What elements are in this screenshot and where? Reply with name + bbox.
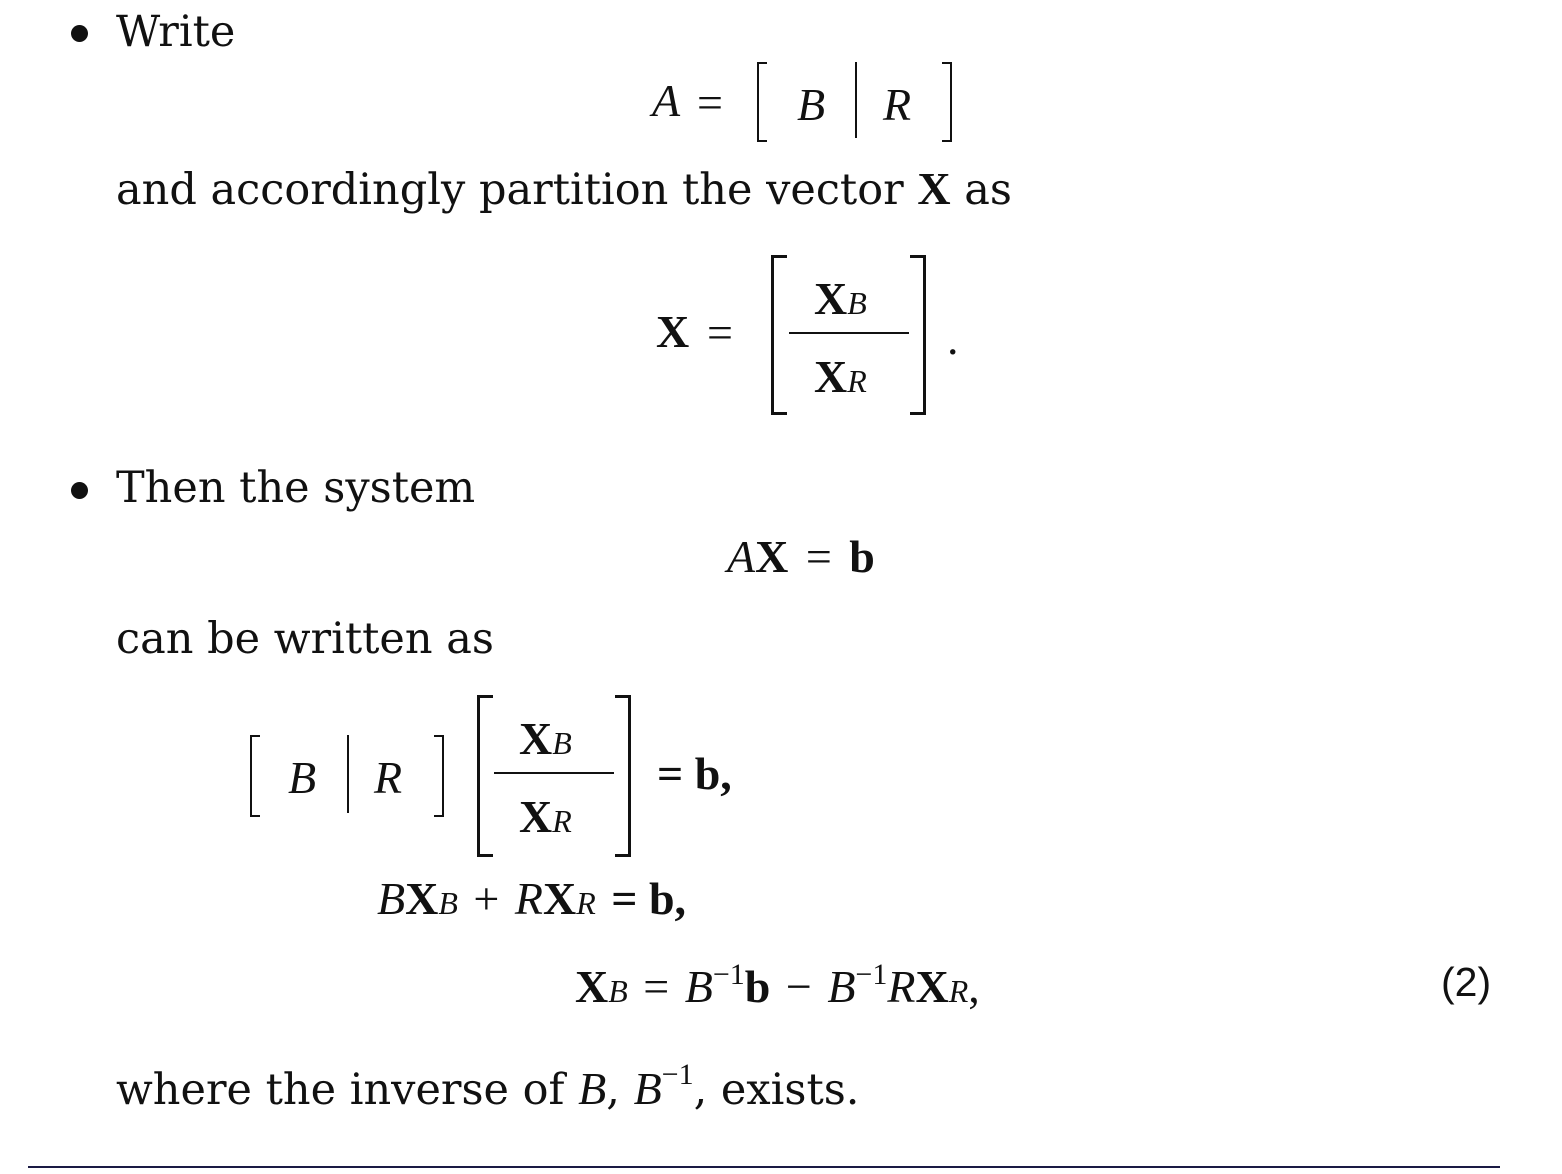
block-R: R (883, 79, 912, 130)
vec-top-X: XB (519, 713, 572, 764)
trailing-period: . (947, 313, 959, 364)
eq-lhs-X: X (656, 306, 690, 357)
eq-equals: = (697, 77, 723, 128)
left-bracket (250, 735, 260, 817)
closing-sentence: where the inverse of B, $B^{-1}$, exists. (116, 1058, 860, 1115)
partition-sentence-tail: as (964, 165, 1012, 215)
block-divider (347, 735, 349, 813)
right-bracket (942, 62, 952, 142)
left-bracket (477, 695, 493, 857)
left-bracket (771, 255, 787, 415)
bullet-lead-write: Write (116, 7, 236, 57)
vec-bottom-X: XR (814, 351, 867, 402)
partition-sentence-text: and accordingly partition the vector (116, 165, 904, 215)
fraction-rule (789, 332, 909, 334)
can-be-written-text: can be written as (116, 614, 494, 664)
vec-top-X: XB (814, 273, 867, 324)
rhs-equals-b: = b, (657, 748, 732, 799)
right-bracket (615, 695, 631, 857)
align-line-3: XB = $B^{-1}b - B^{-1}RXR$, (575, 958, 980, 1012)
left-bracket (757, 62, 767, 142)
bullet-marker (71, 25, 88, 42)
subscript-B: B (847, 285, 867, 321)
block-R: R (374, 752, 403, 803)
partition-sentence (116, 163, 1012, 215)
equation-number: (2) (1441, 959, 1492, 1005)
bullet-lead-system: Then the system (116, 463, 476, 513)
subscript-R: R (552, 803, 572, 839)
subscript-B: B (552, 725, 572, 761)
eq-equals: = (707, 307, 733, 358)
align-line-2: BXB + RXR = b, (377, 873, 687, 924)
block-divider (855, 62, 857, 138)
block-B: B (797, 79, 826, 130)
bullet-marker (71, 482, 88, 499)
block-B: B (288, 752, 317, 803)
equation-system: AX = b (727, 531, 875, 582)
footer-rule (28, 1166, 1500, 1168)
vec-bottom-X: XR (519, 791, 572, 842)
vector-symbol-X: X (917, 163, 951, 214)
fraction-rule (494, 772, 614, 774)
subscript-R: R (847, 363, 867, 399)
right-bracket (910, 255, 926, 415)
right-bracket (434, 735, 444, 817)
eq-lhs-A: A (652, 75, 681, 126)
